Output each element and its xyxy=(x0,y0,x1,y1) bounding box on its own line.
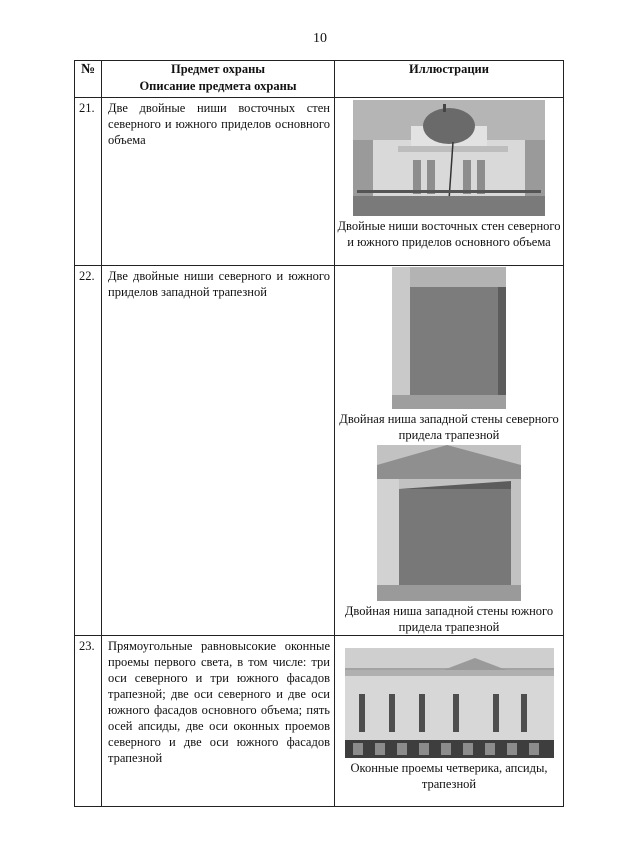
photo-church-east-niches xyxy=(353,100,545,216)
illustration-caption: Оконные проемы четверика, апсиды, трапезной xyxy=(350,761,548,791)
illustrations-column-header: Иллюстрации xyxy=(335,61,564,98)
illustration-caption: Двойная ниша западной стены северного придела трапезной xyxy=(339,412,559,442)
row-description: Прямоугольные равновысокие оконные проемы первого света, в том числе: три оси северного и три южного фасадов трапезной; две оси северного и две оси южного фасадов основного объема; пять осей апсиды, две оси оконных проемов северного и две оси южного фасадов трапезной xyxy=(102,636,335,807)
page-number: 10 xyxy=(313,31,327,46)
protection-subject-table xyxy=(74,60,564,807)
photo-north-aisle-niche xyxy=(392,267,506,409)
illustration-cell xyxy=(335,636,564,807)
subject-subtitle: Описание предмета охраны xyxy=(139,78,297,93)
subject-title: Предмет охраны xyxy=(170,62,266,76)
row-number: 23. xyxy=(75,636,102,807)
photo-windows-facade xyxy=(345,648,554,758)
illustration-caption: Двойная ниша западной стены южного придела трапезной xyxy=(344,604,554,634)
table-row xyxy=(75,266,564,636)
table-row xyxy=(75,98,564,266)
number-column-header: № xyxy=(75,61,102,98)
row-description: Две двойные ниши восточных стен северного и южного приделов основного объема xyxy=(102,98,335,266)
table-header-row xyxy=(75,61,564,98)
illustration-cell xyxy=(335,266,564,636)
row-description: Две двойные ниши северного и южного приделов западной трапезной xyxy=(102,266,335,636)
subject-column-header xyxy=(102,61,335,98)
photo-south-aisle-niche xyxy=(377,445,521,601)
row-number: 21. xyxy=(75,98,102,266)
illustration-caption: Двойные ниши восточных стен северного и южного приделов основного объема xyxy=(337,219,561,249)
illustration-cell xyxy=(335,98,564,266)
table-row xyxy=(75,636,564,807)
row-number: 22. xyxy=(75,266,102,636)
